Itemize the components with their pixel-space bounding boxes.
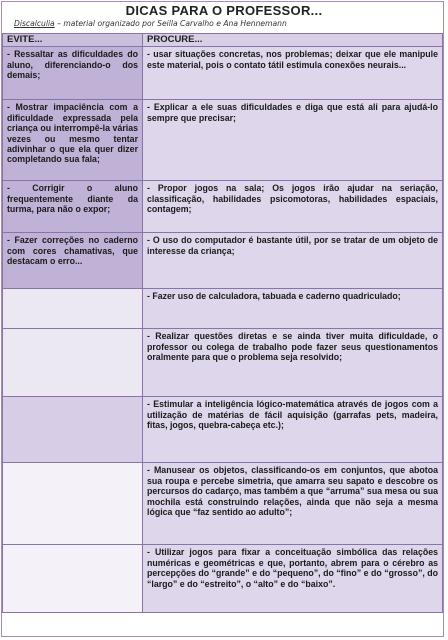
seek-cell: - Propor jogos na sala; Os jogos irão ajudar na seriação, classificação, habilidades psicomotoras, habilidades espaciais, contagem; xyxy=(143,181,443,233)
table-row xyxy=(3,545,443,613)
seek-cell: - usar situações concretas, nos problemas; deixar que ele manipule este material, pois o contato tátil estimula conexões neurais... xyxy=(143,47,443,100)
seek-cell: - O uso do computador é bastante útil, por se tratar de um objeto de interesse da criança; xyxy=(143,233,443,289)
avoid-cell xyxy=(3,397,143,463)
table-row xyxy=(3,397,443,463)
seek-cell: - Fazer uso de calculadora, tabuada e caderno quadriculado; xyxy=(143,289,443,329)
avoid-cell: - Fazer correções no caderno com cores chamativas, que destacam o erro... xyxy=(3,233,143,289)
avoid-cell: - Ressaltar as dificuldades do aluno, diferenciando-o dos demais; xyxy=(3,47,143,100)
seek-cell: - Realizar questões diretas e se ainda tiver muita dificuldade, o professor ou colega de trabalho pode fazer seus questionamentos oralmente para que o problema seja resolvido; xyxy=(143,329,443,397)
column-header-seek: PROCURE... xyxy=(143,34,443,47)
avoid-cell: - Corrigir o aluno frequentemente diante da turma, para não o expor; xyxy=(3,181,143,233)
avoid-cell xyxy=(3,289,143,329)
tips-table xyxy=(2,33,443,613)
seek-cell: - Estimular a inteligência lógico-matemática através de jogos com a utilização de matérias de fácil aquisição (garrafas pets, madeira, fitas, jogos, quebra-cabeça etc.); xyxy=(143,397,443,463)
column-header-avoid: EVITE... xyxy=(3,34,143,47)
table-row xyxy=(3,181,443,233)
table-row xyxy=(3,289,443,329)
avoid-cell xyxy=(3,329,143,397)
subtitle-text: – material organizado por Seilla Carvalho e Ana Hennemann xyxy=(57,19,287,28)
table-row xyxy=(3,463,443,545)
avoid-cell xyxy=(3,545,143,613)
avoid-cell xyxy=(3,463,143,545)
page-subtitle xyxy=(14,19,444,28)
seek-cell: - Manusear os objetos, classificando-os em conjuntos, que abotoa sua roupa e percebe simetria, que amarra seu sapato e descobre os percursos do cadarço, mas também a que “arruma” sua mesa ou sua mochila está construindo relações, ainda que não seja a mesma lógica que “faz sentido ao adulto”; xyxy=(143,463,443,545)
seek-cell: - Explicar a ele suas dificuldades e diga que está ali para ajudá-lo sempre que precisar; xyxy=(143,100,443,181)
page-title: DICAS PARA O PROFESSOR... xyxy=(125,3,323,18)
table-row xyxy=(3,329,443,397)
subtitle-label: Discalculia xyxy=(14,19,55,28)
table-row xyxy=(3,100,443,181)
table-row xyxy=(3,233,443,289)
table-header-row xyxy=(3,34,443,47)
avoid-cell: - Mostrar impaciência com a dificuldade expressada pela criança ou interrompê-la várias vezes ou mesmo tentar adivinhar o que ela quer dizer completando sua fala; xyxy=(3,100,143,181)
seek-cell: - Utilizar jogos para fixar a conceituação simbólica das relações numéricas e geométricas e que, portanto, abrem para o cérebro as percepções do “grande” e do “pequeno”, do “fino” e do “grosso”, do “largo” e do “estreito”, o “alto” e do “baixo”. xyxy=(143,545,443,613)
table-row xyxy=(3,47,443,100)
